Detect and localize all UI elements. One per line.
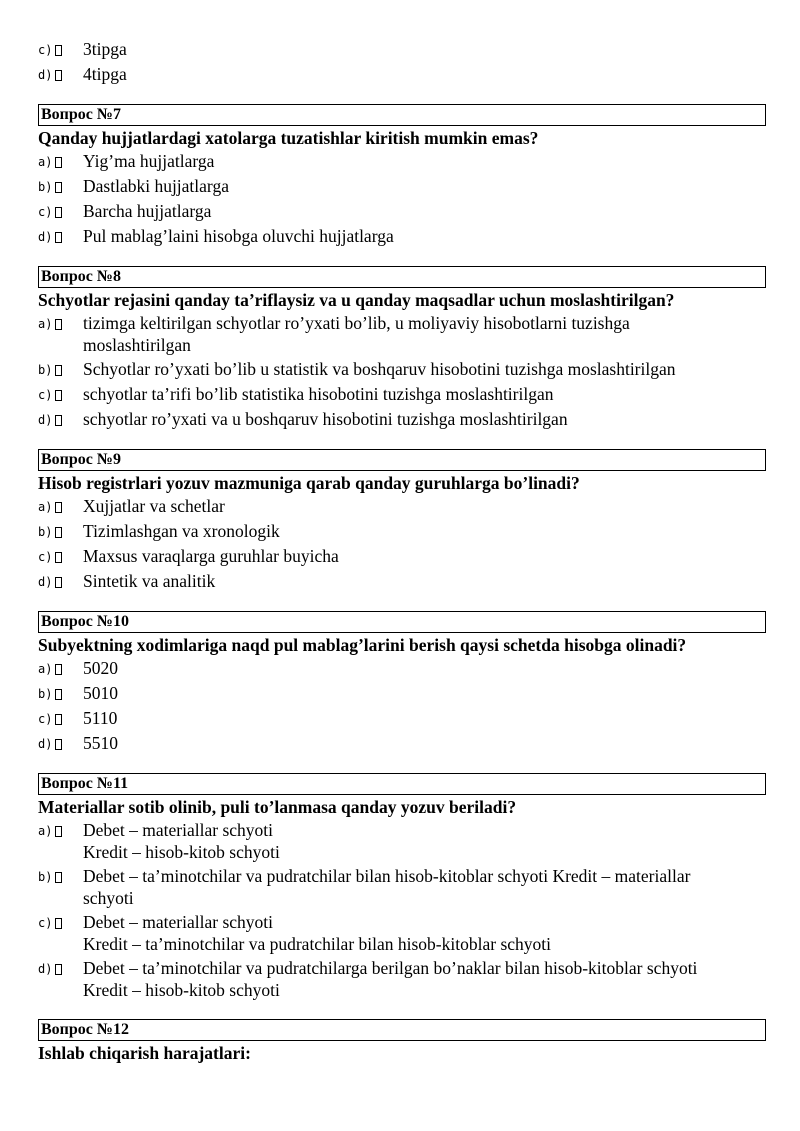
option-letter: d) xyxy=(38,575,53,589)
answer-option xyxy=(38,383,768,406)
option-line: 5510 xyxy=(83,733,118,753)
option-text xyxy=(83,657,768,679)
option-line: Kredit – hisob-kitob schyoti xyxy=(83,842,280,862)
option-text xyxy=(83,732,768,754)
option-line: Kredit – hisob-kitob schyoti xyxy=(83,980,280,1000)
option-text xyxy=(83,38,768,60)
option-line: Pul mablag’laini hisobga oluvchi hujjatlarga xyxy=(83,226,394,246)
option-line: Dastlabki hujjatlarga xyxy=(83,176,229,196)
previous-question-options xyxy=(38,38,768,86)
option-marker xyxy=(38,175,83,198)
option-marker xyxy=(38,819,83,842)
option-text xyxy=(83,312,768,356)
option-text xyxy=(83,570,768,592)
option-text xyxy=(83,707,768,729)
option-letter: c) xyxy=(38,916,53,930)
option-letter: d) xyxy=(38,737,53,751)
option-line: Sintetik va analitik xyxy=(83,571,216,591)
option-letter: c) xyxy=(38,43,53,57)
question-header: Вопрос №11 xyxy=(38,773,766,795)
option-marker xyxy=(38,495,83,518)
option-marker xyxy=(38,570,83,593)
missing-glyph-icon xyxy=(55,319,62,330)
option-line: 4tipga xyxy=(83,64,127,84)
answer-option xyxy=(38,150,768,173)
question-block xyxy=(38,266,768,431)
option-line: schyotlar ta’rifi bo’lib statistika hisobotini tuzishga moslashtirilgan xyxy=(83,384,554,404)
option-letter: b) xyxy=(38,180,53,194)
missing-glyph-icon xyxy=(55,232,62,243)
option-letter: b) xyxy=(38,870,53,884)
question-header: Вопрос №7 xyxy=(38,104,766,126)
option-marker xyxy=(38,150,83,173)
option-line: schyotlar ro’yxati va u boshqaruv hisobotini tuzishga moslashtirilgan xyxy=(83,409,568,429)
option-marker xyxy=(38,520,83,543)
answer-option xyxy=(38,200,768,223)
option-text xyxy=(83,545,768,567)
option-marker xyxy=(38,865,83,888)
option-line: Barcha hujjatlarga xyxy=(83,201,212,221)
option-letter: d) xyxy=(38,413,53,427)
answer-option xyxy=(38,358,768,381)
option-text xyxy=(83,383,768,405)
option-letter: a) xyxy=(38,824,53,838)
missing-glyph-icon xyxy=(55,826,62,837)
option-marker xyxy=(38,200,83,223)
missing-glyph-icon xyxy=(55,714,62,725)
option-line: Debet – ta’minotchilar va pudratchilarga berilgan bo’naklar bilan hisob-kitoblar schyoti xyxy=(83,958,698,978)
missing-glyph-icon xyxy=(55,739,62,750)
answer-option xyxy=(38,819,768,863)
option-text xyxy=(83,63,768,85)
option-line: Schyotlar ro’yxati bo’lib u statistik va boshqaruv hisobotini tuzishga moslashtirilgan xyxy=(83,359,676,379)
missing-glyph-icon xyxy=(55,577,62,588)
missing-glyph-icon xyxy=(55,390,62,401)
answer-option xyxy=(38,175,768,198)
option-letter: b) xyxy=(38,525,53,539)
question-header: Вопрос №10 xyxy=(38,611,766,633)
option-letter: d) xyxy=(38,230,53,244)
option-letter: a) xyxy=(38,500,53,514)
option-letter: a) xyxy=(38,662,53,676)
answer-option xyxy=(38,408,768,431)
question-text: Subyektning xodimlariga naqd pul mablag’larini berish qaysi schetda hisobga olinadi? xyxy=(38,635,687,655)
answer-option xyxy=(38,225,768,248)
option-marker xyxy=(38,383,83,406)
option-marker xyxy=(38,408,83,431)
question-block xyxy=(38,611,768,755)
option-marker xyxy=(38,657,83,680)
option-text xyxy=(83,175,768,197)
question-header: Вопрос №8 xyxy=(38,266,766,288)
option-letter: d) xyxy=(38,962,53,976)
missing-glyph-icon xyxy=(55,207,62,218)
option-marker xyxy=(38,38,83,61)
question-text: Ishlab chiqarish harajatlari: xyxy=(38,1043,251,1063)
option-line: 5020 xyxy=(83,658,118,678)
answer-option xyxy=(38,570,768,593)
option-line: Kredit – ta’minotchilar va pudratchilar bilan hisob-kitoblar schyoti xyxy=(83,934,551,954)
missing-glyph-icon xyxy=(55,664,62,675)
answer-option xyxy=(38,495,768,518)
answer-option xyxy=(38,911,768,955)
option-marker xyxy=(38,63,83,86)
missing-glyph-icon xyxy=(55,527,62,538)
answer-option xyxy=(38,707,768,730)
option-letter: b) xyxy=(38,363,53,377)
option-text xyxy=(83,150,768,172)
missing-glyph-icon xyxy=(55,552,62,563)
missing-glyph-icon xyxy=(55,365,62,376)
option-line: Yig’ma hujjatlarga xyxy=(83,151,215,171)
question-text: Hisob registrlari yozuv mazmuniga qarab qanday guruhlarga bo’linadi? xyxy=(38,473,580,493)
option-letter: c) xyxy=(38,388,53,402)
option-text xyxy=(83,682,768,704)
option-line: 5110 xyxy=(83,708,118,728)
option-letter: a) xyxy=(38,317,53,331)
option-marker xyxy=(38,682,83,705)
missing-glyph-icon xyxy=(55,157,62,168)
option-line: 5010 xyxy=(83,683,118,703)
option-text xyxy=(83,408,768,430)
question-block xyxy=(38,773,768,1001)
answer-option xyxy=(38,312,768,356)
answer-option xyxy=(38,865,768,909)
option-line: Tizimlashgan va xronologik xyxy=(83,521,280,541)
option-text xyxy=(83,819,768,863)
answer-option xyxy=(38,682,768,705)
missing-glyph-icon xyxy=(55,872,62,883)
answer-option xyxy=(38,732,768,755)
option-line: Debet – materiallar schyoti xyxy=(83,820,273,840)
option-line: 3tipga xyxy=(83,39,127,59)
option-marker xyxy=(38,358,83,381)
answer-option xyxy=(38,38,768,61)
question-header: Вопрос №9 xyxy=(38,449,766,471)
missing-glyph-icon xyxy=(55,689,62,700)
answer-option xyxy=(38,63,768,86)
option-letter: b) xyxy=(38,687,53,701)
missing-glyph-icon xyxy=(55,415,62,426)
option-marker xyxy=(38,545,83,568)
option-marker xyxy=(38,707,83,730)
option-line: Debet – materiallar schyoti xyxy=(83,912,273,932)
answer-option xyxy=(38,957,768,1001)
option-text xyxy=(83,957,768,1001)
question-text: Qanday hujjatlardagi xatolarga tuzatishlar kiritish mumkin emas? xyxy=(38,128,539,148)
option-text xyxy=(83,911,768,955)
option-text xyxy=(83,495,768,517)
option-text xyxy=(83,520,768,542)
missing-glyph-icon xyxy=(55,70,62,81)
option-marker xyxy=(38,957,83,980)
question-text: Materiallar sotib olinib, puli to’lanmasa qanday yozuv beriladi? xyxy=(38,797,517,817)
missing-glyph-icon xyxy=(55,182,62,193)
answer-option xyxy=(38,545,768,568)
option-line: Xujjatlar va schetlar xyxy=(83,496,225,516)
option-marker xyxy=(38,732,83,755)
option-letter: a) xyxy=(38,155,53,169)
question-text: Schyotlar rejasini qanday ta’riflaysiz va u qanday maqsadlar uchun moslashtirilgan? xyxy=(38,290,675,310)
option-line: moslashtirilgan xyxy=(83,335,191,355)
question-list xyxy=(38,38,768,1083)
question-block xyxy=(38,104,768,248)
missing-glyph-icon xyxy=(55,918,62,929)
option-marker xyxy=(38,911,83,934)
option-text xyxy=(83,225,768,247)
question-block xyxy=(38,1019,768,1065)
question-block xyxy=(38,449,768,593)
option-letter: c) xyxy=(38,712,53,726)
missing-glyph-icon xyxy=(55,45,62,56)
answer-option xyxy=(38,520,768,543)
option-line: Debet – ta’minotchilar va pudratchilar bilan hisob-kitoblar schyoti Kredit – materiallar xyxy=(83,866,691,886)
option-line: Maxsus varaqlarga guruhlar buyicha xyxy=(83,546,339,566)
question-header: Вопрос №12 xyxy=(38,1019,766,1041)
option-text xyxy=(83,865,768,909)
option-letter: c) xyxy=(38,550,53,564)
missing-glyph-icon xyxy=(55,502,62,513)
option-letter: d) xyxy=(38,68,53,82)
option-line: schyoti xyxy=(83,888,134,908)
option-letter: c) xyxy=(38,205,53,219)
answer-option xyxy=(38,657,768,680)
option-text xyxy=(83,358,768,380)
option-line: tizimga keltirilgan schyotlar ro’yxati bo’lib, u moliyaviy hisobotlarni tuzishga xyxy=(83,313,630,333)
option-marker xyxy=(38,225,83,248)
option-text xyxy=(83,200,768,222)
missing-glyph-icon xyxy=(55,964,62,975)
option-marker xyxy=(38,312,83,335)
